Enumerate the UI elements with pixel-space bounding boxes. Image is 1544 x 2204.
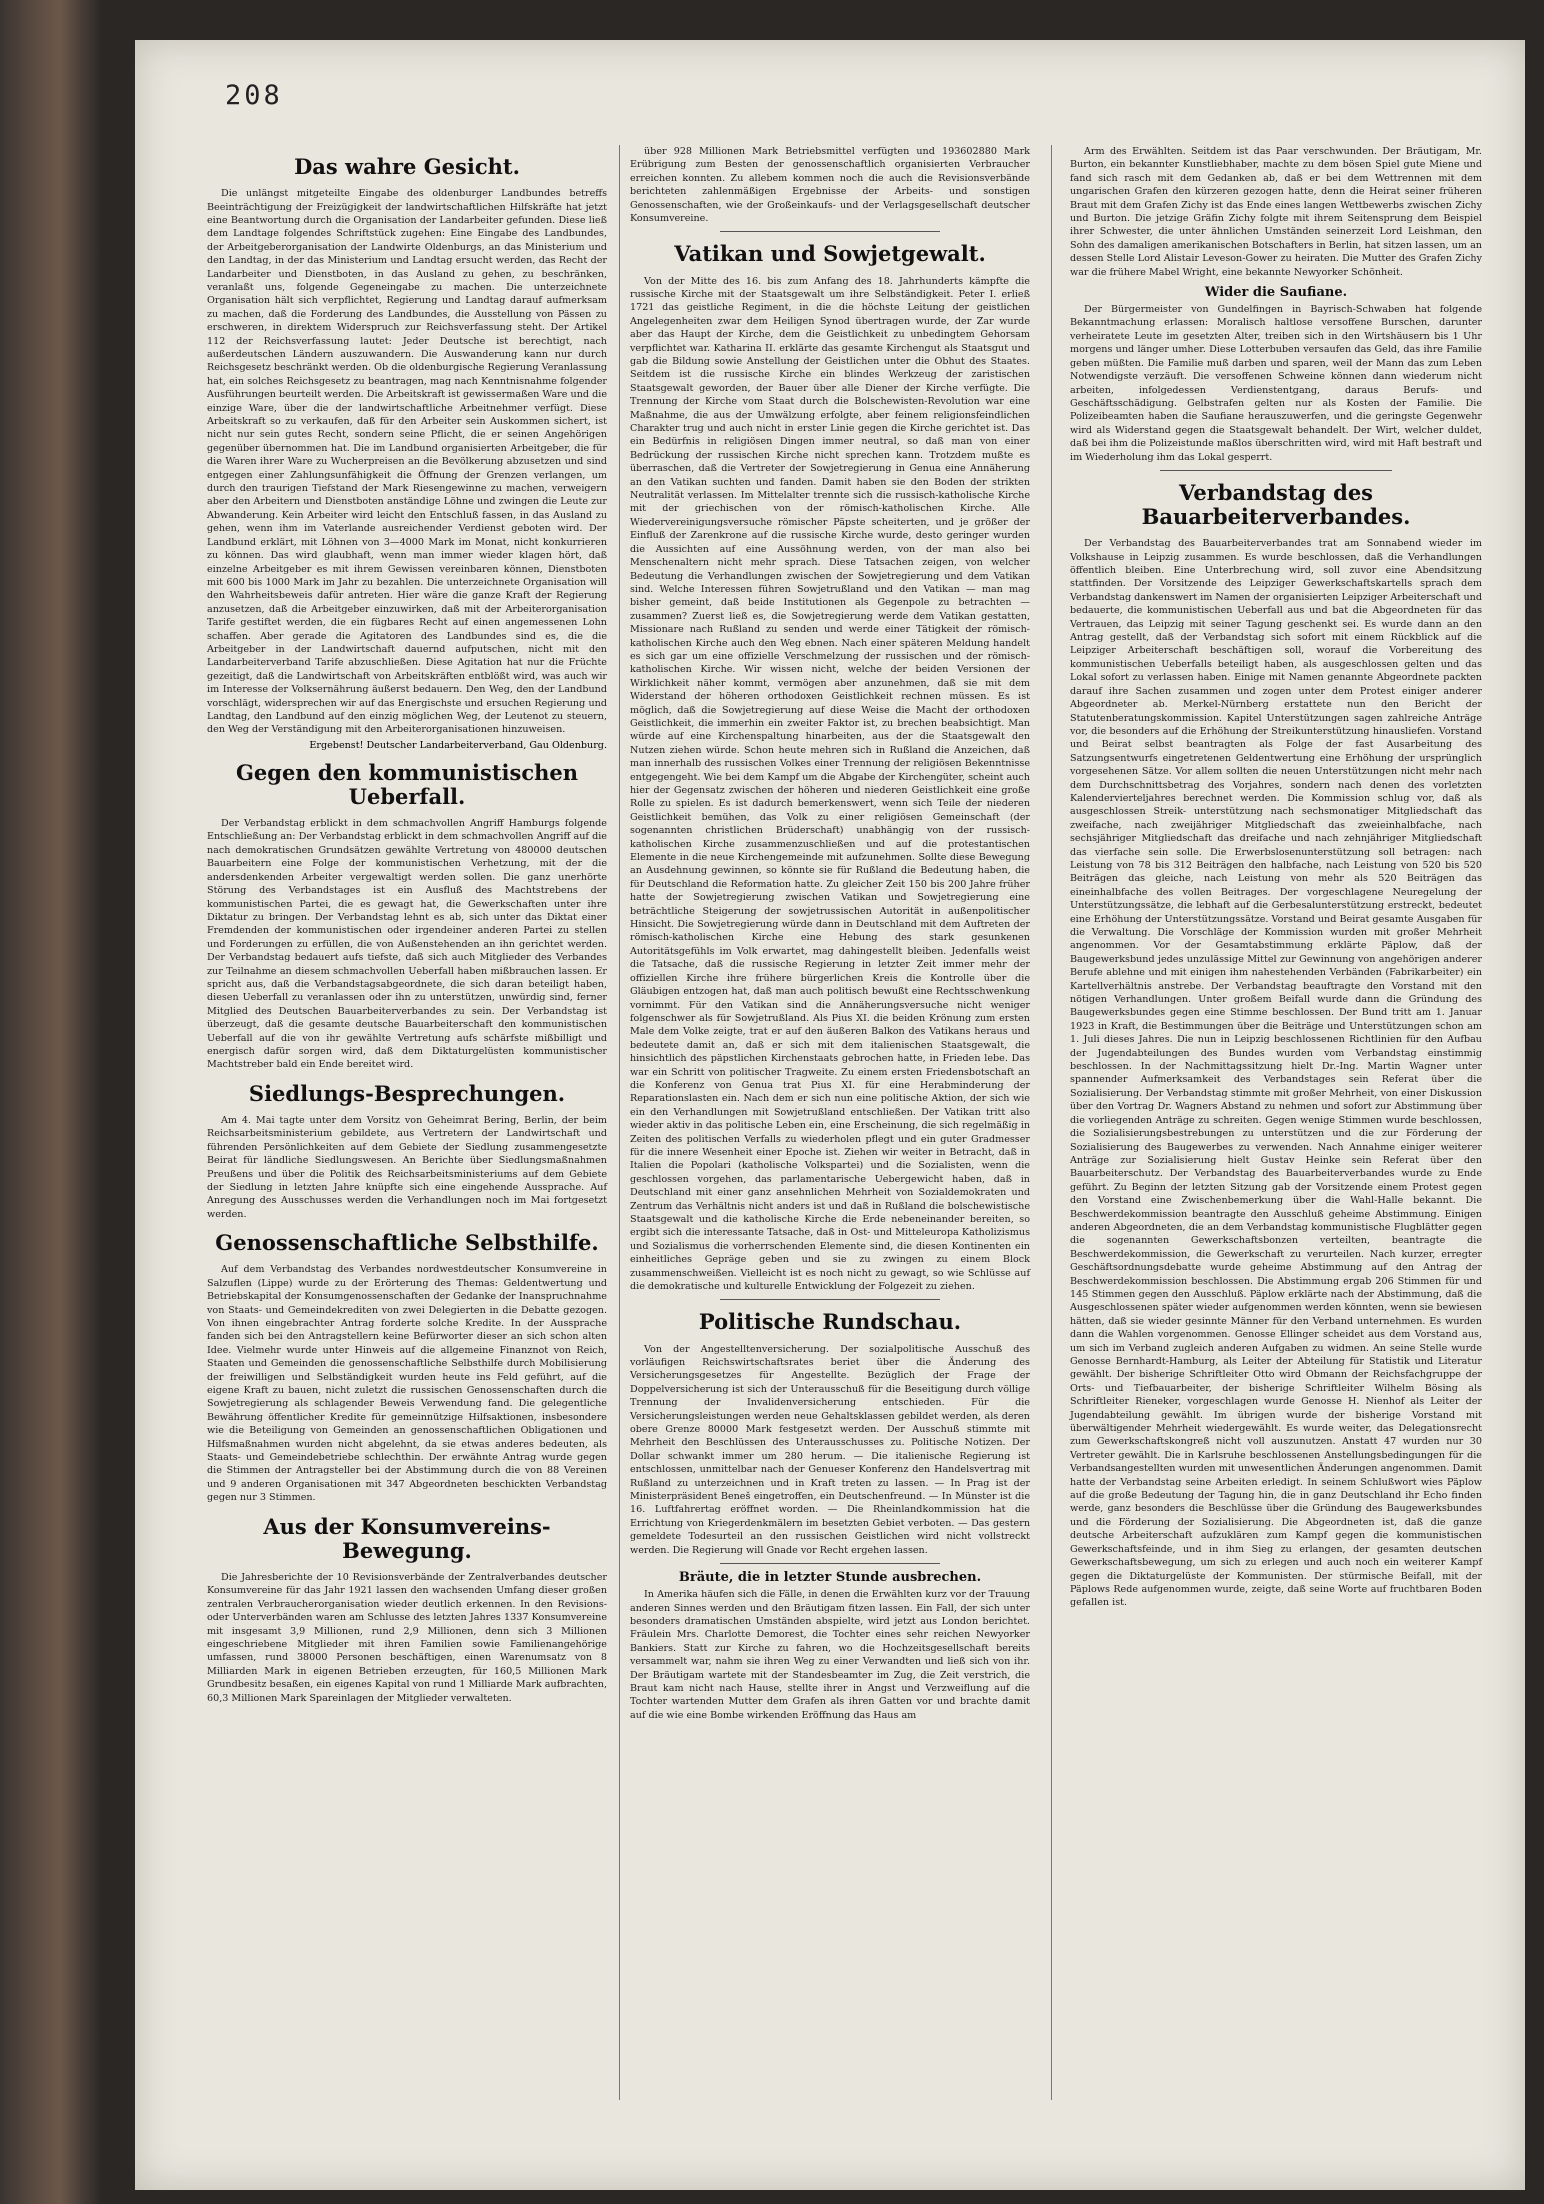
article-continuation: über 928 Millionen Mark Betriebsmittel verfügten und 193602880 Mark Erübrigung zum Besten der genossenschaftlich organisierten Verbraucher erreichen konnten. Zu allebem kommen noch die auch die Revisionsverbände berichteten zahlenmäßigen Ergebnisse der Arbeits- und sonstigen Genossenschaften, wie der Großeinkaufs- und der Verlagsgesellschaft deutscher Konsumvereine. bbox=[630, 146, 1030, 225]
headline-genossenschaftliche-selbsthilfe: Genossenschaftliche Selbsthilfe. bbox=[215, 1230, 599, 1256]
section-rule bbox=[720, 1299, 940, 1300]
article-signature: Ergebenst! Deutscher Landarbeiterverband, Gau Oldenburg. bbox=[309, 739, 607, 751]
section-rule bbox=[720, 1563, 940, 1564]
article-das-wahre-gesicht: Die unlängst mitgeteilte Eingabe des oldenburger Landbundes betreffs Beeinträchtigung der Freizügigkeit der landwirtschaftlichen Hilfskräfte hat jetzt eine Beantwortung durch die Organisation der Landarbeiter gefunden. Diese ließ dem Landtage folgendes Schriftstück zugehen: Eine Eingabe des Landbundes, der Arbeitgeberorganisation der Landwirte Oldenburgs, an das Ministerium und den Landtag, in der das Ministerium und Landtag ersucht werden, das Recht der Landarbeiter und Dienstboten, in das Ausland zu gehen, zu beschränken, veranlaßt uns, folgende Gegeneingabe zu machen. Die unterzeichnete Organisation hält sich verpflichtet, Regierung und Landtag darauf aufmerksam zu machen, daß die Forderung des Landbundes, die Ausstellung von Pässen zu erschweren, in direktem Widerspruch zur Reichsverfassung steht. Der Artikel 112 der Reichsverfassung lautet: Jeder Deutsche ist berechtigt, nach außerdeutschen Ländern auszuwandern. Die Auswanderung kann nur durch Reichsgesetz beschränkt werden. Ob die oldenburgische Regierung Veranlassung hat, ein solches Reichsgesetz zu beantragen, mag nach Kenntnisnahme folgender Ausführungen beurteilt werden. Die Arbeitskraft ist gewissermaßen Ware und die einzige Ware, über die der landwirtschaftliche Arbeitnehmer verfügt. Diese Arbeitskraft so zu verkaufen, daß für den Arbeiter sein Auskommen sichert, ist nicht nur sein gutes Recht, sondern seine Pflicht, die er seinen Angehörigen gegenüber übernommen hat. Die im Landbund organisierten Arbeitgeber, die für die Waren ihrer Ware zu Wucherpreisen an die Bevölkerung abzusetzen und sind entgegen einer Zahlungsunfähigkeit die Öffnung der Grenzen verlangen, um durch den traurigen Tiefstand der Mark Riesengewinne zu machen, verweigern aber den Arbeitern und Dienstboten anständige Löhne und zwingen die Leute zur Abwanderung. Kein Arbeiter wird leicht den Entschluß fassen, in das Ausland zu gehen, wenn ihm im Vaterlande ausreichender Verdienst geboten wird. Der Landbund erklärt, mit Löhnen von 3—4000 Mark im Monat, nicht konkurrieren zu können. Das wird glaubhaft, wenn man immer wieder klagen hört, daß einzelne Arbeitgeber es mit ihrem Gewissen vereinbaren können, Dienstboten mit 600 bis 1000 Mark im Jahr zu bezahlen. Die unterzeichnete Organisation will den Wahrheitsbeweis dafür antreten. Hier wäre die ganze Kraft der Regierung anzusetzen, daß die Arbeitgeber einzuwirken, daß mit der Arbeiterorganisation Tarife gestiftet werden, die ein fügbares Recht auf einen angemessenen Lohn schaffen. Aber gerade die Agitatoren des Landbundes sind es, die die Arbeitgeber in der Landwirtschaft dauernd aufputschen, nicht mit den Landarbeiterverband Tarife abzuschließen. Diese Agitation hat nur die Früchte gezeitigt, daß die Landwirtschaft von Arbeitskräften entblößt wird, was auch wir im Interesse der Volksernährung äußerst bedauern. Den Weg, den der Landbund vorschlägt, widersprechen wir auf das Energischste und ersuchen Regierung und Landtag, den Landbund auf den einzig möglichen Weg, der Leutenot zu steuern, den Weg der Verständigung mit den Arbeiterorganisationen hinzuweisen. bbox=[207, 188, 607, 736]
column-3 bbox=[1070, 145, 1482, 1610]
article-wider-die-saufiane: Der Bürgermeister von Gundelfingen in Bayrisch-Schwaben hat folgende Bekanntmachung erlassen: Moralisch haltlose versoffene Burschen, darunter verheiratete Leute im gesetzten Alter, treiben sich in den Wirtshäusern bis 1 Uhr morgens und länger umher. Diese Lotterbuben versaufen das Geld, das ihre Familie geben müßten. Die Familie muß darben und sparen, weil der Mann das zum Leben Notwendigste verzäuft. Die versoffenen Schweine können dann wiederum nicht arbeiten, infolgedessen Verdienstentgang, daraus Berufs- und Geschäftsschädigung. Gelbstrafen gelten nur als Kosten der Familie. Die Polizeibeamten haben die Saufiane herauszuwerfen, und die geringste Gegenwehr wird als Widerstand gegen die Staatsgewalt behandelt. Der Wirt, welcher duldet, daß bei ihm die Polizeistunde maßlos überschritten wird, wird mit Haft bestraft und im Wiederholung ihm das Lokal gesperrt. bbox=[1070, 304, 1482, 463]
headline-braeute: Bräute, die in letzter Stunde ausbrechen. bbox=[678, 1570, 982, 1586]
headline-wider-die-saufiane: Wider die Saufiane. bbox=[1204, 285, 1348, 301]
article-kommunistischer-ueberfall: Der Verbandstag erblickt in dem schmachvollen Angriff Hamburgs folgende Entschließung an: Der Verbandstag erblickt in dem schmachvollen Angriff auf die nach demokratischen Grundsätzen gewählte Vertretung von 480000 deutschen Bauarbeitern eine Folge der kommunistischen Verhetzung, mit der die andersdenkenden Arbeiter vergewaltigt werden sollen. Die ganz unerhörte Störung des Verbandstages ist ein Ausfluß des Machtstrebens der kommunistischen Partei, die es gewagt hat, die Gewerkschaften unter ihre Diktatur zu bringen. Der Verbandstag lehnt es ab, sich unter das Diktat einer Fremdenden der kommunistischen oder irgendeiner anderen Partei zu stellen und Forderungen zu erfüllen, die von Außenstehenden an ihn gerichtet werden. Der Verbandstag bedauert aufs tiefste, daß sich auch Mitglieder des Verbandes zur Teilnahme an diesem schmachvollen Ueberfall haben mißbrauchen lassen. Er spricht aus, daß die Verbandstagsabgeordnete, die sich daran beteiligt haben, diesen Ueberfall zu veranlassen oder ihn zu unterstützen, unwürdig sind, ferner Mitglied des Deutschen Bauarbeiterverbandes zu sein. Der Verbandstag ist überzeugt, daß die gesamte deutsche Bauarbeiterschaft den kommunistischen Ueberfall auf die von ihr gewählte Vertretung aufs schärfste mißbilligt und energisch dafür sorgen wird, daß dem Diktaturgelüsten kommunistischer Machtstreber bald ein Ende bereitet wird. bbox=[207, 818, 607, 1071]
headline-vatikan-sowjetgewalt: Vatikan und Sowjetgewalt. bbox=[674, 241, 986, 267]
article-politische-rundschau: Von der Angestelltenversicherung. Der sozialpolitische Ausschuß des vorläufigen Reichswirtschaftsrates beriet über die Änderung des Versicherungsgesetzes für Angestellte. Bezüglich der Frage der Doppelversicherung ist sich der Unterausschuß für die Beseitigung durch völlige Trennung der Invalidenversicherung entschieden. Für die Versicherungsleistungen werden neue Gehaltsklassen gebildet werden, als deren obere Grenze 80000 Mark festgesetzt werden. Der Ausschuß stimmte mit Mehrheit den Beschlüssen des Unterausschusses zu. Politische Notizen. Der Dollar schwankt immer um 280 herum. — Die italienische Regierung ist entschlossen, unmittelbar nach der Genueser Konferenz den Handelsvertrag mit Rußland zu unterzeichnen und in Kraft treten zu lassen. — In Prag ist der Ministerpräsident Beneš eingetroffen, ein Deutschenfreund. — In Münster ist die 16. Luftfahrertag eröffnet worden. — Die Rheinlandkommission hat die Errichtung von Kriegerdenkmälern im besetzten Gebiet verboten. — Das gestern gemeldete Todesurteil an den russischen Geistlichen wird nicht vollstreckt werden. Die Regierung will Gnade vor Recht ergehen lassen. bbox=[630, 1343, 1030, 1556]
column-divider bbox=[1051, 145, 1052, 2100]
headline-siedlungs-besprechungen: Siedlungs-Besprechungen. bbox=[248, 1080, 566, 1106]
headline-kommunistischer-ueberfall: Gegen den kommunistischen Ueberfall. bbox=[235, 759, 579, 809]
column-1 bbox=[207, 145, 607, 1705]
article-konsumvereins-bewegung: Die Jahresberichte der 10 Revisionsverbände der Zentralverbandes deutscher Konsumvereine für das Jahr 1921 lassen den wachsenden Umfang dieser großen zentralen Verbraucherorganisation wieder deutlich erkennen. In den Revisions- oder Unterverbänden waren am Schlusse des letzten Jahres 1337 Konsumvereine mit insgesamt 3,9 Millionen, rund 2,9 Millionen, denn sich 3 Millionen eingeschriebene Mitglieder mit ihren Familien sowie Familienangehörige umfassen, rund 38000 Personen beschäftigen, einen Warenumsatz von 8 Milliarden Mark in eigenen Betrieben erzeugten, für 160,5 Millionen Mark Grundbesitz besaßen, ein eigenes Kapital von rund 1 Milliarde Mark aufbrachten, 60,3 Millionen Mark Spareinlagen der Mitglieder verwalteten. bbox=[207, 1571, 607, 1704]
article-genossenschaftliche-selbsthilfe: Auf dem Verbandstag des Verbandes nordwestdeutscher Konsumvereine in Salzuflen (Lippe) wurde zu der Erörterung des Themas: Geldentwertung und Betriebskapital der Konsumgenossenschaften der Gedanke der Inanspruchnahme von Staats- und Gemeindekrediten von zwei Delegierten in die Debatte gezogen. Von ihnen eingebrachter Antrag forderte solche Kredite. In der Aussprache fanden sich bei den Antragstellern keine Befürworter dieser an sich schon alten Idee. Vielmehr wurde unter Hinweis auf die allgemeine Finanznot von Reich, Staaten und Gemeinden die genossenschaftliche Selbsthilfe durch Mobilisierung der freiwilligen und Selbständigkeit wurden heute ins Feld geführt, auf die eigene Kraft zu bauen, nicht zuletzt die russischen Genossenschaften durch die Sowjetregierung als schlagender Beweis Verwendung fand. Die gelegentliche Bewährung öffentlicher Kredite für gemeinnützige Hilfsaktionen, insbesondere wie die Beteiligung von Gemeinden an genossenschaftlichen Obligationen und Hilfsmaßnahmen wurden nicht abgelehnt, da sie etwas anderes bedeuten, als Staats- und Gemeindebetriebe schlechthin. Der erwähnte Antrag wurde gegen die Stimmen der Antragsteller bei der Abstimmung durch die von 88 Vereinen und 9 anderen Organisationen mit 347 Abgeordneten beschickten Verbandstag gegen nur 3 Stimmen. bbox=[207, 1264, 607, 1504]
page-number: 208 bbox=[225, 80, 283, 111]
section-rule bbox=[1160, 470, 1392, 471]
headline-politische-rundschau: Politische Rundschau. bbox=[698, 1309, 962, 1335]
article-verbandstag-bauarbeiter: Der Verbandstag des Bauarbeiterverbandes trat am Sonnabend wieder im Volkshause in Leipzig zusammen. Es wurde beschlossen, daß die Verhandlungen öffentlich bleiben. Eine Unterbrechung wird, soll zuvor eine Abendsitzung stattfinden. Der Vorsitzende des Leipziger Gewerkschaftskartells sprach dem Verbandstag dankenswert im Namen der organisierten Leipziger Arbeiterschaft und bedauerte, die kommunistischen Ueberfall aus und bat die Abgeordneten für das Vertrauen, das Leipzig mit seiner Tagung geschenkt sei. Es wurde dann an den Antrag gestellt, daß der Verbandstag sich sofort mit einem Rückblick auf die Leipziger Arbeiterschaft beschäftigen soll, worauf die Vorbereitung des kommunistischen Ueberfalls beteiligt haben, als ausgeschlossen gelten und das Lokal sofort zu verlassen haben. Einige mit Namen genannte Abgeordnete packten darauf ihre Sachen zusammen und zogen unter dem Protest einiger anderer Abgeordneter ab. Merkel-Nürnberg erstattete nun den Bericht der Statutenberatungskommission. Kapitel Unterstützungen sagen zahlreiche Anträge vor, die besonders auf die Erhöhung der Streikunterstützung hinausliefen. Vorstand und Beirat selbst beantragten als Folge der fast Ausarbeitung des Satzungsentwurfs eingetretenen Geldentwertung eine Erhöhung der ursprünglich vorgesehenen Sätze. Vor allem sollten die neuen Unterstützungen nicht mehr nach dem Durchschnittsbetrag des Vorjahres, sondern nach denen des vorletzten Kalendervierteljahres berechnet werden. Die Kommission schlug vor, daß als ausgeschlossen Streik- unterstützung nach sechsmonatiger Mitgliedschaft das zweifache, nach zweijähriger Mitgliedschaft das zweieinhalbfache, nach sechsjähriger Mitgliedschaft das dreifache und nach zehnjähriger Mitgliedschaft das vierfache sein solle. Die Erwerbslosenunterstützung soll betragen: nach Leistung von 78 bis 312 Beiträgen den halbfache, nach Leistung von 520 bis 520 Beiträgen das gleiche, nach Leistung von mehr als 520 Beiträgen das eineinhalbfache des vollen Beitrages. Der vorgeschlagene Neuregelung der Unterstützungssätze, die lebhaft auf die Gerbesalunterstützung erstreckt, bedeutet eine Erhöhung der Unterstützungssätze. Vorstand und Beirat gesamte Ausgaben für die Verwaltung. Die Vorschläge der Kommission wurden mit großer Mehrheit angenommen. Vor der Gesamtabstimmung erklärte Päplow, daß der Baugewerksbund jedes unzulässige Mittel zur Gewinnung von angehörigen anderer Berufe ablehne und mit einigen ihm nahestehenden Verbänden (Fabrikarbeiter) ein Kartellverhältnis anstrebe. Der Verbandstag beauftragte den Vorstand mit den nötigen Verhandlungen. Unter großem Beifall wurde dann die Gründung des Baugewerksbundes gegen eine Stimme beschlossen. Der Bund tritt am 1. Januar 1923 in Kraft, die Bestimmungen über die Beiträge und Unterstützungen schon am 1. Juli dieses Jahres. Die nun in Leipzig beschlossenen Richtlinien für den Aufbau der Jugendabteilungen des Bundes wurden vom Verbandstag einstimmig beschlossen. In der Nachmittagssitzung hielt Dr.-Ing. Martin Wagner unter spannender Aufmerksamkeit des Verbandstages sein Referat über die Sozialisierung. Der Verbandstag stimmte mit großer Mehrheit, von einer Diskussion über den Vortrag Dr. Wagners Abstand zu nehmen und sofort zur Abstimmung über die vorliegenden Anträge zu schreiten. Gegen wenige Stimmen wurde beschlossen, die Sozialisierungsbestrebungen zu unterstützen und die zur Förderung der Sozialisierung des Baugewerbes zu verwenden. Nach Annahme einiger weiterer Anträge zur Sozialisierung hielt Gustav Heinke sein Referat über den Bauarbeiterschutz. Der Verbandstag des Bauarbeiterverbandes wurde zu Ende geführt. Zu Beginn der letzten Sitzung gab der Vorsitzende einem Protest gegen den Vorstand eine Zwischenbemerkung über die Wahl-Halle bekannt. Die Beschwerdekommission beantragte den Ausschluß geheime Abstimmung. Einigen anderen Abgeordneten, die an dem Verbandstag kommunistische Flugblätter gegen die sogenannten Gewerkschaftsbonzen verteilten, beantragte die Beschwerdekommission, die Gewerkschaft zu verurteilen. Nach kurzer, erregter Geschäftsordnungsdebatte wurde geheime Abstimmung auf den Antrag der Beschwerdekommission beschlossen. Die Abstimmung ergab 206 Stimmen für und 145 Stimmen gegen den Ausschluß. Päplow erklärte nach der Abstimmung, daß die Ausgeschlossenen später wieder aufgenommen werden könnten, wenn sie bewiesen hätten, daß sie wieder gesinnte Männer für den Verband unternehmen. Es wurden dann die Wahlen vorgenommen. Genosse Ellinger scheidet aus dem Vorstand aus, um sich im Verband zugleich anderen Aufgaben zu widmen. An seine Stelle wurde Genosse Bernhardt-Hamburg, als Leiter der Abteilung für Statistik und Literatur gewählt. Der bisherige Schriftleiter Otto wird Obmann der Reichsfachgruppe der Orts- und Tiefbauarbeiter, der bisherige Schriftleiter Wilhelm Bösing als Schriftleiter Rieneker, vorgeschlagen wurde Genosse H. Nienhof als Leiter der Jugendabteilung gewählt. Im übrigen wurde der bisherige Vorstand mit überwältigender Mehrheit wiedergewählt. Es wurde weiter, das Delegationsrecht zum Gewerkschaftskongreß nicht voll auszunutzen. Anstatt 47 wurden nur 30 Vertreter gewählt. Die in Karlsruhe beschlossenen Anstellungsbedingungen für die Verbandsangestellten wurden mit unwesentlichen Änderungen angenommen. Damit hatte der Verbandstag seine Arbeiten erledigt. In seinem Schlußwort wies Päplow auf die große Bedeutung der Tagung hin, die in ganz Deutschland ihr Echo finden werde, ganz besonders die Beschlüsse über die Gründung des Baugewerksbundes und die Förderung der Sozialisierung. Die Abgeordneten ist, daß die ganze deutsche Arbeiterschaft aufzuklären zum Kampf gegen die kommunistischen Gewerkschaftsfeinde, und in ihm Sieg zu erlangen, der gesamten deutschen Gewerkschaftsbewegung, um sich zu erlegen und auch noch ein weiterer Kampf gegen die Diktaturgelüste der Kommunisten. Der stürmische Beifall, mit der Päplows Rede aufgenommen wurde, zeigte, daß seine Worte auf fruchtbaren Boden gefallen ist. bbox=[1070, 538, 1482, 1609]
section-rule bbox=[720, 231, 940, 232]
article-vatikan-sowjetgewalt: Von der Mitte des 16. bis zum Anfang des 18. Jahrhunderts kämpfte die russische Kirche mit der Staatsgewalt um ihre Selbständigkeit. Peter I. erließ 1721 das geistliche Regiment, in die die höchste Leitung der geistlichen Angelegenheiten zwar dem Heiligen Synod übertragen wurde, der Zar wurde aber das Haupt der Kirche, dem die Geistlichkeit zu unbedingtem Gehorsam verpflichtet war. Katharina II. erklärte das gesamte Kirchengut als Staatsgut und gab die Bildung sowie Anstellung der Geistlichen unter die Obhut des Staates. Seitdem ist die russische Kirche ein blindes Werkzeug der zaristischen Staatsgewalt geworden, der Bauer über alle Diener der Kirche verfügte. Die Trennung der Kirche vom Staat durch die Bolschewisten-Revolution war eine Maßnahme, die aus der Umwälzung erfolgte, aber feinem religionsfeindlichen Charakter trug und auch nicht in erster Linie gegen die Kirche gerichtet ist. Das ein Bedürfnis in religiösen Dingen immer neutral, so daß man von einer Bedrückung der russischen Kirche nicht sprechen kann. Trotzdem mußte es überraschen, daß die Vertreter der Sowjetregierung in Genua eine Annäherung an den Vatikan suchten und fanden. Damit haben sie den Boden der strikten Neutralität verlassen. Im Mittelalter trennte sich die russisch-katholische Kirche mit der griechischen von der römisch-katholischen Kirche. Alle Wiedervereinigungsversuche römischer Päpste scheiterten, und je größer der Einfluß der Zarenkrone auf die russische Kirche wurde, desto geringer wurden die Aussichten auf eine Aussöhnung werden, von der man also bei Menschenaltern nicht mehr sprach. Diese Tatsachen zeigen, von welcher Bedeutung die Verhandlungen zwischen der Sowjetregierung und dem Vatikan sind. Welche Interessen führen Sowjetrußland und den Vatikan — man mag bisher gemeint, daß beide Institutionen als Gegenpole zu betrachten — zusammen? Zuerst ließ es, die Sowjetregierung werde dem Vatikan gestatten, Missionare nach Rußland zu senden und werde einer Tätigkeit der römisch-katholischen Kirche auch den Weg ebnen. Nach einer späteren Meldung handelt es sich gar um eine offizielle Verschmelzung der russischen und der römisch-katholischen Kirche. Wir wissen nicht, welche der beiden Versionen der Wirklichkeit näher kommt, vermögen aber anzunehmen, daß sie mit dem Widerstand der höheren orthodoxen Geistlichkeit rechnen müssen. Es ist möglich, daß die Sowjetregierung auf diese Weise die Macht der orthodoxen Geistlichkeit, die immerhin ein zweiter Faktor ist, zu brechen beabsichtigt. Man würde auf eine Kirchenspaltung hinarbeiten, aus der die Staatsgewalt den Nutzen ziehen würde. Schon heute mehren sich in Rußland die Anzeichen, daß man innerhalb des russischen Volkes einer Trennung der religiösen Bekenntnisse entgegengeht. Wie bei dem Kampf um die Abgabe der Kirchengüter, scheint auch hier der Gegensatz zwischen der höheren und niederen Geistlichkeit eine große Rolle zu spielen. Es ist dadurch bemerkenswert, wenn sich Teile der niederen Geistlichkeit bemühen, das Volk zu einer religiösen Gemeinschaft (der sogenannten christlichen Brüderschaft) unabhängig von der russisch-katholischen Kirche zusammenzuschließen und auf die protestantischen Elemente in die neue Kirchengemeinde mit aufzunehmen. Sollte diese Bewegung an Ausdehnung gewinnen, so könnte sie für Rußland die Bedeutung haben, die für Deutschland die Reformation hatte. Zu gleicher Zeit 150 bis 200 Jahre früher hatte der Sowjetregierung zwischen Vatikan und Sowjetregierung eine beträchtliche Steigerung der sowjetrussischen Autorität in außenpolitischer Hinsicht. Die Sowjetregierung würde dann in Deutschland mit dem Auftreten der römisch-katholischen Kirche eine Hebung des stark gesunkenen Autoritätsgefühls im Volk erwartet, mag dahingestellt bleiben. Jedenfalls weist die Tatsache, daß die russische Regierung in letzter Zeit immer mehr der offiziellen Kirche ihre frühere bürgerlichen Kreis die Kontrolle über die Gläubigen entzogen hat, daß man auch politisch bewußt eine Rechtsschwenkung vornimmt. Für den Vatikan sind die Annäherungsversuche nicht weniger folgenschwer als für Sowjetrußland. Als Pius XI. die beiden Krönung zum ersten Male dem Volke zeigte, trat er auf den äußeren Balkon des Vatikans heraus und bedeutete damit an, daß er sich mit dem italienischen Staatsgewalt, die hinsichtlich des päpstlichen Kirchenstaats gebrochen hatte, in Frieden lebe. Das war ein Schritt von politischer Tragweite. Zu einem ersten Friedensbotschaft an die Konferenz von Genua trat Pius XI. für eine Herabminderung der Reparationslasten ein. Nach dem er sich nun eine politische Aktion, der sich wie ein den Verhandlungen mit Sowjetrußland entschließen. Der Vatikan tritt also wieder aktiv in das politische Leben ein, eine Erscheinung, die sich regelmäßig in Zeiten des politischen Verfalls zu wiederholen pflegt und ein guter Gradmesser für die innere Wesenheit einer Epoche ist. Ziehen wir weiter in Betracht, daß in Italien die Popolari (katholische Volkspartei) und die Sozialisten, wenn die geschlossen vorgehen, das parlamentarische Uebergewicht haben, daß in Deutschland mit einer ganz ansehnlichen Mehrheit von Sozialdemokraten und Zentrum das Verhältnis nicht anders ist und daß in Rußland die bolschewistische Staatsgewalt und die katholische Kirche die Erde nebeneinander bereiten, so ergibt sich die interessante Tatsache, daß in Ost- und Mitteleuropa Katholizismus und Sozialismus die vorherrschenden Elemente sind, die diesen Kontinenten ein einheitliches Gepräge geben und sie zu zwingen zu einem Block zusammenschweißen. Vielleicht ist es noch nicht zu gewagt, so wie Schlüsse auf die demokratische und kulturelle Entwicklung der Folgezeit zu ziehen. bbox=[630, 275, 1030, 1293]
column-divider bbox=[619, 145, 620, 2100]
headline-das-wahre-gesicht: Das wahre Gesicht. bbox=[294, 154, 520, 179]
book-binding bbox=[0, 0, 100, 2204]
headline-konsumvereins-bewegung: Aus der Konsumvereins-Bewegung. bbox=[263, 1513, 551, 1563]
column-2 bbox=[630, 145, 1030, 1722]
newspaper-page bbox=[135, 40, 1525, 2190]
article-continuation: Arm des Erwählten. Seitdem ist das Paar verschwunden. Der Bräutigam, Mr. Burton, ein bekannter Kunstliebhaber, machte zu dem bösen Spiel gute Miene und fand sich rasch mit dem Gedanken ab, daß er bei dem Wettrennen mit dem ungarischen Grafen den kürzeren gezogen hatte, denn die Heirat seiner früheren Braut mit dem Grafen Zichy ist das Ende eines langen Wettbewerbs zwischen Zichy und Burton. Die jetzige Gräfin Zichy folgte mit ihrem Seitensprung dem Beispiel ihrer Schwester, die unter ähnlichen Umständen seinerzeit Lord Leishman, den Sohn des damaligen amerikanischen Botschafters in Berlin, hat sitzen lassen, um an dessen Stelle Lord Alistair Leveson-Gower zu heiraten. Die Mutter des Grafen Zichy war die frühere Mabel Wright, eine bekannte Newyorker Schönheit. bbox=[1070, 146, 1482, 278]
article-braeute: In Amerika häufen sich die Fälle, in denen die Erwählten kurz vor der Trauung anderen Sinnes werden und den Bräutigam fitzen lassen. Ein Fall, der sich unter besonders dramatischen Umständen abspielte, wird jetzt aus London berichtet. Fräulein Mrs. Charlotte Demorest, die Tochter eines sehr reichen Newyorker Bankiers. Statt zur Kirche zu fahren, wo die Hochzeitsgesellschaft bereits versammelt war, nahm sie ihren Weg zu einer Verwandten und ließ sich von ihr. Der Bräutigam wartete mit der Standesbeamter im Zug, die Zeit verstrich, die Braut kam nicht nach Hause, stellte ihrer in Angst und Verzweiflung auf die Tochter wartenden Mutter dem Grafen als ihren Gatten vor und brachte damit auf die wie eine Bombe wirkenden Eröffnung das Haus am bbox=[630, 1589, 1030, 1721]
article-siedlungs-besprechungen: Am 4. Mai tagte unter dem Vorsitz von Geheimrat Bering, Berlin, der beim Reichsarbeitsministerium gebildete, aus Vertretern der Landwirtschaft und führenden Persönlichkeiten auf dem Gebiete der Siedlung zusammengesetzte Beirat für ländliche Siedlungswesen. An Berichte über Siedlungsmaßnahmen Preußens und über die Politik des Reichsarbeitsministeriums auf dem Gebiete der Siedlung in letzten Jahre knüpfte sich eine eingehende Aussprache. Auf Anregung des Ausschusses werden die Verhandlungen noch im Mai fortgesetzt werden. bbox=[207, 1114, 607, 1220]
headline-verbandstag-bauarbeiter: Verbandstag des Bauarbeiterverbandes. bbox=[1141, 479, 1411, 530]
